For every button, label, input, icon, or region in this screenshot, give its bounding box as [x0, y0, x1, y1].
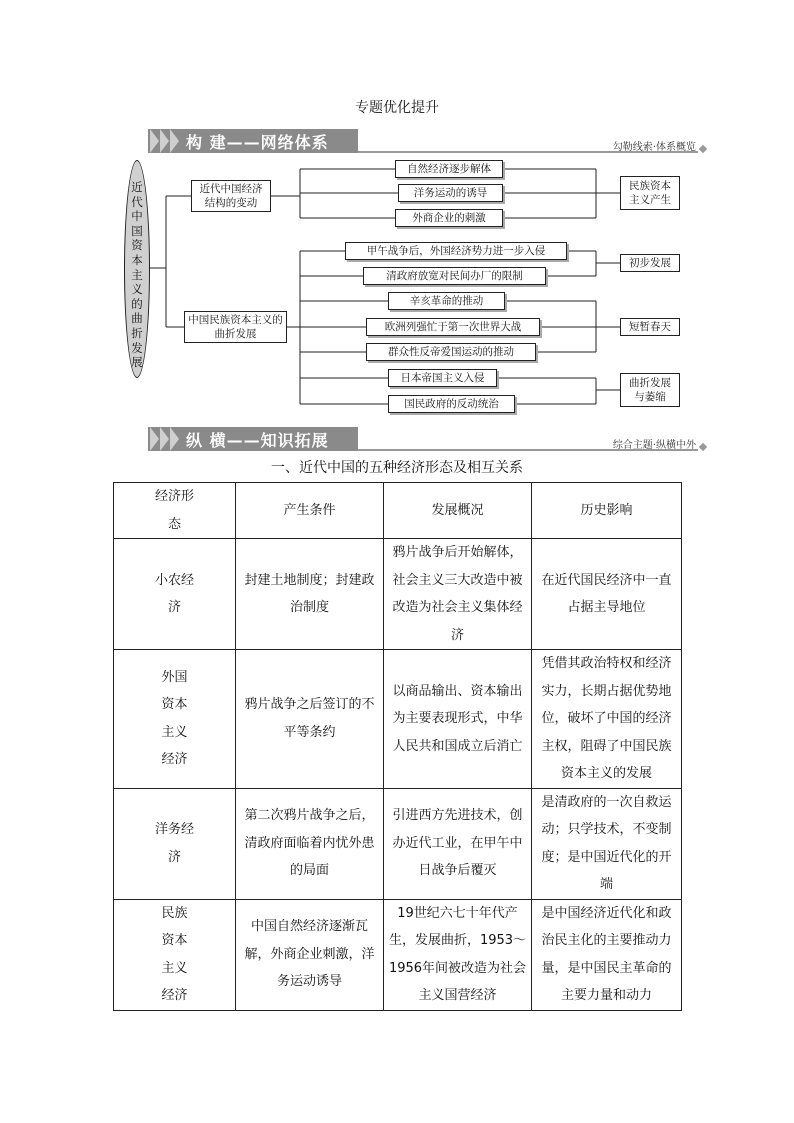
cell-economic-form: 外国资本主义经济: [114, 650, 236, 789]
result-node-brief-spring: 短暂春天: [620, 318, 680, 336]
column-header: 历史影响: [532, 483, 682, 539]
cause-node: 甲午战争后，外国经济势力进一步入侵: [345, 242, 567, 260]
banner-title: 纵 横——知识拓展: [186, 431, 329, 450]
cause-node: 洋务运动的诱导: [398, 184, 503, 202]
section-banner-expand: [148, 424, 708, 452]
banner-subtitle: 综合主题·纵横中外: [612, 440, 696, 451]
table-row: [114, 788, 682, 899]
cell-economic-form: 洋务经济: [114, 788, 236, 899]
cell-condition: 第二次鸦片战争之后，清政府面临着内忧外患的局面: [236, 788, 384, 899]
cell-status: 以商品输出、资本输出为主要表现形式，中华人民共和国成立后消亡: [384, 650, 532, 789]
cause-node: 国民政府的反动统治: [388, 395, 515, 413]
diamond-icon: [699, 443, 707, 451]
branch-node-tortuous-development: 中国民族资本主义的曲折发展: [184, 311, 287, 343]
cell-condition: 封建土地制度；封建政治制度: [236, 539, 384, 650]
cause-node: 外商企业的刺激: [395, 209, 503, 227]
cell-condition: 鸦片战争之后签订的不平等条约: [236, 650, 384, 789]
root-node-label: 近代中国资本主义的曲折发展: [131, 180, 143, 370]
cell-status: 鸦片战争后开始解体，社会主义三大改造中被改造为社会主义集体经济: [384, 539, 532, 650]
column-header: 发展概况: [384, 483, 532, 539]
concept-map: [0, 0, 794, 420]
cause-node: 辛亥革命的推动: [388, 292, 505, 310]
cell-economic-form: 民族资本主义经济: [114, 899, 236, 1010]
chevron-icon: [150, 427, 159, 451]
chevron-icon: [170, 427, 179, 451]
cell-impact: 是中国经济近代化和政治民主化的主要推动力量，是中国民主革命的主要力量和动力: [532, 899, 682, 1010]
result-node-decline: 曲折发展与萎缩: [620, 373, 680, 407]
cause-node: 群众性反帝爱国运动的推动: [366, 343, 536, 361]
economic-forms-table: [113, 482, 682, 1011]
column-header: 经济形态: [114, 483, 236, 539]
cell-impact: 凭借其政治特权和经济实力，长期占据优势地位，破坏了中国的经济主权，阻碍了中国民族资本主义的发展: [532, 650, 682, 789]
page-title: 专题优化提升: [355, 100, 439, 116]
banner-title: 构 建——网络体系: [186, 133, 329, 152]
table-row: [114, 539, 682, 650]
cause-node: 清政府放宽对民间办厂的限制: [363, 267, 546, 285]
cell-impact: 是清政府的一次自救运动；只学技术，不变制度；是中国近代化的开端: [532, 788, 682, 899]
table-row: [114, 899, 682, 1010]
cause-node: 日本帝国主义入侵: [388, 369, 497, 387]
cell-status: 引进西方先进技术，创办近代工业，在甲午中日战争后覆灭: [384, 788, 532, 899]
table-row: [114, 650, 682, 789]
cell-economic-form: 小农经济: [114, 539, 236, 650]
cell-impact: 在近代国民经济中一直占据主导地位: [532, 539, 682, 650]
cell-status: 19世纪六七十年代产生，发展曲折，1953～1956年间被改造为社会主义国营经济: [384, 899, 532, 1010]
column-header: 产生条件: [236, 483, 384, 539]
result-node-emergence: 民族资本主义产生: [620, 176, 680, 210]
cause-node: 欧洲列强忙于第一次世界大战: [366, 318, 540, 336]
table-header-row: [114, 483, 682, 539]
banner-subtitle: 勾勒线索·体系概览: [612, 142, 696, 153]
section-heading: 一、近代中国的五种经济形态及相互关系: [271, 460, 523, 476]
chevron-icon: [160, 427, 169, 451]
cell-condition: 中国自然经济逐渐瓦解，外商企业刺激，洋务运动诱导: [236, 899, 384, 1010]
cause-node: 自然经济逐步解体: [395, 160, 503, 178]
result-node-initial-growth: 初步发展: [620, 254, 680, 272]
branch-node-economic-structure: 近代中国经济结构的变动: [191, 180, 271, 212]
